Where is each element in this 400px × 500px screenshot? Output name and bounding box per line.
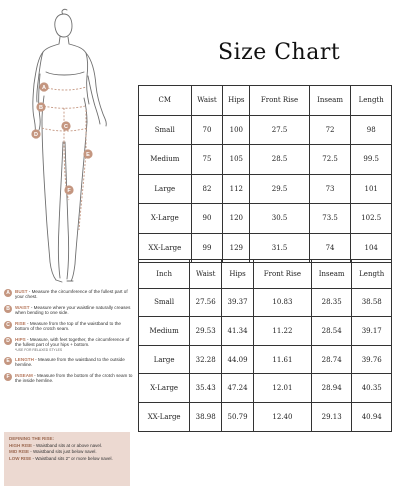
table-row <box>139 204 392 234</box>
table-cell: 102.5 <box>351 204 392 234</box>
table-cell: Small <box>139 288 190 317</box>
legend-item-length <box>4 357 136 368</box>
table-header: Hips <box>223 86 250 116</box>
table-cell: 28.74 <box>311 345 352 374</box>
table-cell: 44.09 <box>222 345 254 374</box>
table-header: Hips <box>222 260 254 289</box>
table-cell: 39.17 <box>352 317 392 346</box>
table-cell: 31.5 <box>250 233 309 263</box>
table-cell: 32.28 <box>190 345 222 374</box>
legend-term: INSEAM <box>15 373 33 378</box>
legend-item-bust <box>4 289 136 300</box>
table-cell: 47.24 <box>222 374 254 403</box>
marker-d-icon: D <box>4 337 12 345</box>
table-cell: 104 <box>351 233 392 263</box>
measurement-legend <box>4 289 136 389</box>
table-cell: 40.35 <box>352 374 392 403</box>
table-cell: 50.79 <box>222 402 254 431</box>
table-row <box>139 402 392 431</box>
table-cell: 11.61 <box>253 345 311 374</box>
table-cell: 112 <box>223 174 250 204</box>
table-cell: 10.83 <box>253 288 311 317</box>
legend-note: *USE FOR RELAXED STYLES <box>15 347 63 352</box>
table-cell: 30.5 <box>250 204 309 234</box>
table-header: CM <box>139 86 192 116</box>
legend-text: - Measure from the bottom of the crotch seam to the inside hemline. <box>15 373 133 384</box>
table-cell: 38.58 <box>352 288 392 317</box>
cm-size-table <box>138 85 392 263</box>
table-cell: XX-Large <box>139 402 190 431</box>
table-cell: 39.76 <box>352 345 392 374</box>
marker-f: F <box>67 188 71 194</box>
body-figure-illustration <box>0 0 135 285</box>
table-cell: 29.5 <box>250 174 309 204</box>
table-cell: 82 <box>191 174 223 204</box>
table-cell: 120 <box>223 204 250 234</box>
table-row <box>139 145 392 175</box>
marker-c-icon: C <box>4 321 12 329</box>
table-cell: 100 <box>223 115 250 145</box>
table-header: Length <box>352 260 392 289</box>
marker-a-icon: A <box>4 289 12 297</box>
table-cell: 41.34 <box>222 317 254 346</box>
rise-definition-box <box>4 432 130 486</box>
table-row <box>139 345 392 374</box>
table-row <box>139 288 392 317</box>
table-cell: 28.35 <box>311 288 352 317</box>
marker-b: B <box>39 105 43 111</box>
figure-legs <box>42 120 87 281</box>
table-cell: 72 <box>309 115 351 145</box>
table-cell: 40.94 <box>352 402 392 431</box>
bust-line <box>44 87 86 90</box>
table-header: Inseam <box>311 260 352 289</box>
table-row <box>139 317 392 346</box>
legend-term: LENGTH <box>15 357 34 362</box>
table-cell: 73.5 <box>309 204 351 234</box>
table-cell: 72.5 <box>309 145 351 175</box>
table-header: Waist <box>191 86 223 116</box>
table-row <box>139 174 392 204</box>
table-row <box>139 374 392 403</box>
table-cell: 39.37 <box>222 288 254 317</box>
legend-text: - Measure, with feet together, the circumference of the fullest part of your hips + bottom. <box>15 337 130 348</box>
table-cell: XX-Large <box>139 233 192 263</box>
table-cell: 11.22 <box>253 317 311 346</box>
table-cell: 29.53 <box>190 317 222 346</box>
table-cell: Large <box>139 345 190 374</box>
legend-item-inseam <box>4 373 136 384</box>
legend-item-waist <box>4 305 136 316</box>
rise-text: - Waistband sits 2" or more below navel. <box>31 455 113 461</box>
table-cell: 12.40 <box>253 402 311 431</box>
legend-term: WAIST <box>15 305 30 310</box>
marker-d: D <box>34 132 38 138</box>
table-header: Front Rise <box>250 86 309 116</box>
legend-text: - Measure where your waistline naturally creases when bending to one side. <box>15 305 131 316</box>
table-cell: Small <box>139 115 192 145</box>
table-cell: 73 <box>309 174 351 204</box>
table-cell: 75 <box>191 145 223 175</box>
table-cell: 90 <box>191 204 223 234</box>
rise-item-low <box>9 456 130 462</box>
marker-a: A <box>42 85 46 91</box>
table-cell: 99.5 <box>351 145 392 175</box>
table-cell: 101 <box>351 174 392 204</box>
legend-term: BUST <box>15 289 28 294</box>
table-cell: 27.56 <box>190 288 222 317</box>
table-header: Front Rise <box>253 260 311 289</box>
marker-e-icon: E <box>4 357 12 365</box>
table-cell: 28.54 <box>311 317 352 346</box>
marker-f-icon: F <box>4 373 12 381</box>
rise-term: HIGH RISE <box>9 443 33 449</box>
table-cell: 105 <box>223 145 250 175</box>
waist-line <box>44 106 85 108</box>
table-cell: 98 <box>351 115 392 145</box>
table-cell: 29.13 <box>311 402 352 431</box>
rise-text: - Waistband sits just below navel. <box>29 449 97 455</box>
legend-text: - Measure from the waistband to the outside hemline. <box>15 357 125 368</box>
table-cell: X-Large <box>139 204 192 234</box>
table-row <box>139 115 392 145</box>
table-header: Inch <box>139 260 190 289</box>
table-cell: 27.5 <box>250 115 309 145</box>
inch-size-table <box>138 259 392 432</box>
legend-item-rise <box>4 321 136 332</box>
legend-item-hips <box>4 337 136 352</box>
rise-term: LOW RISE <box>9 455 32 461</box>
page-title: Size Chart <box>218 40 341 65</box>
table-header: Inseam <box>309 86 351 116</box>
table-cell: 35.43 <box>190 374 222 403</box>
legend-term: RISE <box>15 321 26 326</box>
table-cell: 99 <box>191 233 223 263</box>
table-cell: 74 <box>309 233 351 263</box>
marker-b-icon: B <box>4 305 12 313</box>
table-cell: 28.94 <box>311 374 352 403</box>
table-cell: 38.98 <box>190 402 222 431</box>
legend-term: HIPS <box>15 337 26 342</box>
table-header: Waist <box>190 260 222 289</box>
table-cell: Medium <box>139 145 192 175</box>
table-cell: 28.5 <box>250 145 309 175</box>
table-cell: X-Large <box>139 374 190 403</box>
marker-c: C <box>64 124 68 130</box>
marker-e: E <box>86 152 90 158</box>
rise-box-heading: DEFINING THE RISE: <box>9 436 55 441</box>
table-cell: 129 <box>223 233 250 263</box>
table-cell: Large <box>139 174 192 204</box>
table-cell: 70 <box>191 115 223 145</box>
table-header-row <box>139 86 392 116</box>
rise-text: - Waistband sits at or above navel. <box>32 443 103 449</box>
legend-text: - Measure from the top of the waistband to the bottom of the crotch seam. <box>15 321 121 332</box>
rise-term: MID RISE <box>9 449 30 455</box>
legend-text: - Measure the circumference of the fullest part of your chest. <box>15 289 128 300</box>
table-cell: 12.01 <box>253 374 311 403</box>
figure-torso <box>37 37 89 104</box>
table-cell: Medium <box>139 317 190 346</box>
figure-head <box>55 14 72 37</box>
table-header: Length <box>351 86 392 116</box>
table-header-row <box>139 260 392 289</box>
